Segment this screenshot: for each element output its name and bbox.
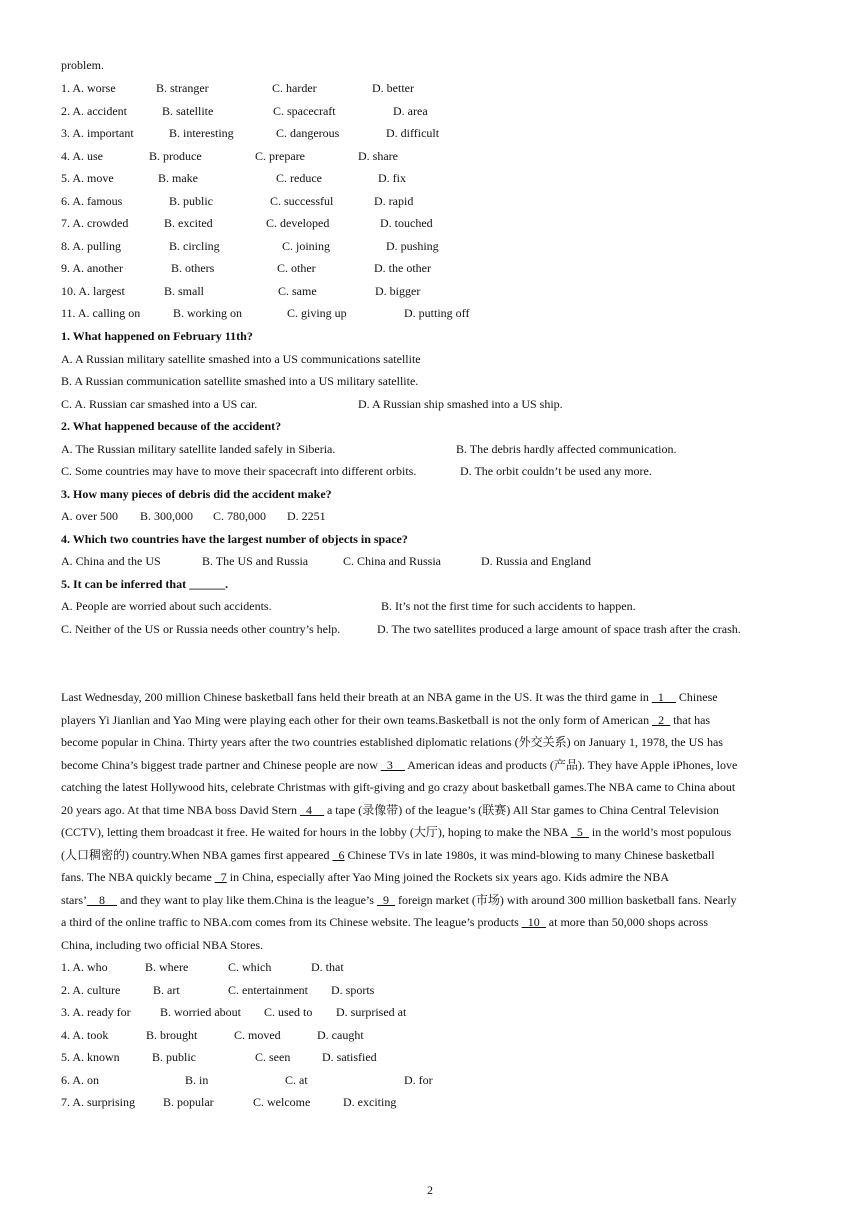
passage-text: in China, especially after Yao Ming joined the Rockets six years ago. Kids admire the NBA bbox=[226, 870, 669, 884]
option-a: 7. A. surprising bbox=[61, 1095, 136, 1109]
question-stem: 5. It can be inferred that ______. bbox=[61, 576, 229, 591]
cloze-blank: _10_ bbox=[521, 915, 546, 929]
option-a: 5. A. known bbox=[61, 1050, 120, 1064]
option-d: D. caught bbox=[317, 1027, 364, 1042]
option-b: D. The two satellites produced a large amount of space trash after the crash. bbox=[377, 621, 741, 636]
cloze-blank: _2_ bbox=[652, 712, 671, 727]
option-c: C. moved bbox=[234, 1027, 281, 1042]
option-c: C. dangerous bbox=[276, 126, 340, 140]
option-c: C. 780,000 bbox=[213, 509, 267, 523]
option-c: C. developed bbox=[266, 216, 330, 230]
passage-text: players Yi Jianlian and Yao Ming were playing each other for their own teams.Basketball is not the only form of American bbox=[61, 712, 653, 727]
passage-line bbox=[61, 803, 719, 817]
option-c: C. welcome bbox=[253, 1095, 311, 1109]
option-b: B. art bbox=[153, 982, 180, 997]
option-a: 2. A. accident bbox=[61, 103, 127, 118]
option-c: C. China and Russia bbox=[343, 554, 441, 568]
passage-text: (CCTV), letting them broadcast it free. He waited for hours in the lobby (大厅), hoping to make the NBA bbox=[61, 825, 571, 839]
option-d: D. share bbox=[358, 148, 398, 163]
passage-line bbox=[61, 893, 737, 907]
option-b: B. stranger bbox=[156, 81, 209, 95]
passage-text: (人口稠密的) country.When NBA games first appeared bbox=[61, 847, 333, 862]
cloze-blank: _3__ bbox=[380, 757, 405, 772]
option-c: C. successful bbox=[270, 193, 334, 208]
passage-text: Chinese TVs in late 1980s, it was mind-blowing to many Chinese basketball bbox=[344, 847, 715, 862]
option-b: D. The orbit couldn’t be used any more. bbox=[460, 464, 652, 478]
passage-text: China, including two official NBA Stores. bbox=[61, 937, 264, 952]
passage-line bbox=[61, 758, 737, 772]
option-c: C. used to bbox=[264, 1005, 313, 1019]
passage-text: become popular in China. Thirty years after the two countries established diplomatic relations (外交关系) on January 1, 1978, the US has bbox=[61, 735, 723, 749]
passage-text: fans. The NBA quickly became bbox=[61, 870, 215, 884]
option-b: B. in bbox=[185, 1072, 209, 1087]
option-c: C. prepare bbox=[255, 148, 305, 163]
option-c: C. seen bbox=[255, 1050, 291, 1064]
option-c: C. harder bbox=[272, 81, 317, 95]
option-a: 4. A. use bbox=[61, 148, 103, 163]
passage-line bbox=[61, 825, 731, 839]
passage-line bbox=[61, 848, 715, 862]
option-b: B. working on bbox=[173, 306, 242, 320]
option-a: A. People are worried about such accidents. bbox=[61, 599, 272, 613]
option-d: D. pushing bbox=[386, 238, 439, 253]
passage-text: at more than 50,000 shops across bbox=[545, 915, 709, 929]
option-a: 7. A. crowded bbox=[61, 216, 129, 230]
passage-text: 20 years ago. At that time NBA boss David Stern bbox=[61, 802, 300, 817]
option-a: A. The Russian military satellite landed safely in Siberia. bbox=[61, 441, 336, 456]
page-number: 2 bbox=[427, 1183, 433, 1197]
option-c: C. same bbox=[278, 283, 317, 298]
option-b: B. where bbox=[145, 960, 189, 974]
option-b: B. The debris hardly affected communication. bbox=[456, 441, 677, 456]
option-b: D. A Russian ship smashed into a US ship. bbox=[358, 396, 563, 411]
passage-text: that has bbox=[670, 712, 711, 727]
option-a: C. Neither of the US or Russia needs other country’s help. bbox=[61, 621, 341, 636]
option-a: 3. A. important bbox=[61, 126, 134, 140]
passage-text: a third of the online traffic to NBA.com comes from its Chinese website. The league’s products bbox=[61, 915, 522, 929]
option-a: A. over 500 bbox=[61, 509, 118, 523]
intro-tail: problem. bbox=[61, 58, 104, 72]
option-c: C. spacecraft bbox=[273, 103, 336, 118]
question-stem: 1. What happened on February 11th? bbox=[61, 329, 253, 343]
passage-text: become China’s biggest trade partner and Chinese people are now bbox=[61, 757, 381, 772]
option-b: B. popular bbox=[163, 1095, 214, 1109]
option-c: C. giving up bbox=[287, 306, 347, 320]
question-stem: 3. How many pieces of debris did the accident make? bbox=[61, 486, 332, 501]
passage-text: American ideas and products (产品). They have Apple iPhones, love bbox=[404, 757, 738, 772]
option-a: 6. A. on bbox=[61, 1072, 100, 1087]
passage-line bbox=[61, 915, 708, 929]
cloze-blank: __8__ bbox=[87, 892, 117, 907]
option-d: D. surprised at bbox=[336, 1005, 407, 1019]
option-c: C. which bbox=[228, 960, 272, 974]
option-b: B. produce bbox=[149, 148, 202, 163]
question-stem: 4. Which two countries have the largest number of objects in space? bbox=[61, 531, 408, 546]
option-d: D. rapid bbox=[374, 193, 414, 208]
passage-line bbox=[61, 690, 718, 704]
cloze-blank: _6 bbox=[332, 847, 345, 862]
option-b: B. public bbox=[152, 1050, 196, 1064]
option-a: 6. A. famous bbox=[61, 193, 123, 208]
option-c: C. at bbox=[285, 1072, 308, 1087]
option-a: 11. A. calling on bbox=[61, 306, 141, 320]
option-b: B. brought bbox=[146, 1027, 198, 1042]
passage-line bbox=[61, 735, 723, 749]
passage-line bbox=[61, 870, 669, 884]
option-a: 1. A. who bbox=[61, 960, 108, 974]
option-b: B. worried about bbox=[160, 1005, 241, 1019]
option-c: C. joining bbox=[282, 238, 331, 253]
option-d: D. putting off bbox=[404, 306, 470, 320]
option-b: B. make bbox=[158, 171, 198, 185]
option-d: D. that bbox=[311, 960, 344, 974]
passage-line bbox=[61, 938, 263, 952]
passage-text: Chinese bbox=[675, 690, 718, 704]
option-a: 1. A. worse bbox=[61, 81, 116, 95]
option-c: C. entertainment bbox=[228, 982, 308, 997]
cloze-blank: _5_ bbox=[570, 825, 589, 839]
option-d: D. for bbox=[404, 1072, 433, 1087]
option-d: D. difficult bbox=[386, 126, 440, 140]
option-b: B. 300,000 bbox=[140, 509, 194, 523]
option-a: 2. A. culture bbox=[61, 982, 121, 997]
option-a: 10. A. largest bbox=[61, 283, 125, 298]
passage-line bbox=[61, 780, 735, 794]
option-a: A. China and the US bbox=[61, 554, 161, 568]
option-d: D. sports bbox=[331, 982, 375, 997]
option-d: D. exciting bbox=[343, 1095, 397, 1109]
option-a: 8. A. pulling bbox=[61, 238, 122, 253]
option-b: B. others bbox=[171, 261, 215, 275]
passage-line bbox=[61, 713, 710, 727]
cloze-blank: _7 bbox=[214, 870, 227, 884]
option-a: 5. A. move bbox=[61, 171, 114, 185]
option-b: B. circling bbox=[169, 238, 220, 253]
option-d: D. Russia and England bbox=[481, 554, 591, 568]
option-b: B. satellite bbox=[162, 103, 214, 118]
passage-text: Last Wednesday, 200 million Chinese basketball fans held their breath at an NBA game in the US. It was the third game in bbox=[61, 690, 652, 704]
option-a: C. Some countries may have to move their spacecraft into different orbits. bbox=[61, 464, 417, 478]
passage-text: a tape (录像带) of the league’s (联赛) All Star games to China Central Television bbox=[323, 802, 719, 817]
option-d: D. better bbox=[372, 81, 414, 95]
option-a: C. A. Russian car smashed into a US car. bbox=[61, 396, 258, 411]
passage-text: in the world’s most populous bbox=[588, 825, 732, 839]
option-d: D. the other bbox=[374, 261, 431, 275]
option-d: D. satisfied bbox=[322, 1050, 377, 1064]
passage-text: and they want to play like them.China is the league’s bbox=[117, 892, 377, 907]
option-c: C. other bbox=[277, 261, 316, 275]
option-d: D. area bbox=[393, 103, 428, 118]
option-c: C. reduce bbox=[276, 171, 322, 185]
option-b: B. The US and Russia bbox=[202, 554, 309, 568]
passage-text: catching the latest Hollywood hits, celebrate Christmas with gift-giving and go crazy about basketball games.The NBA came to China about bbox=[61, 780, 736, 794]
passage-text: foreign market (市场) with around 300 million basketball fans. Nearly bbox=[394, 892, 737, 907]
passage-text: stars’ bbox=[61, 892, 87, 907]
question-stem: 2. What happened because of the accident? bbox=[61, 419, 282, 433]
cloze-blank: _9_ bbox=[376, 892, 395, 907]
option-a: 9. A. another bbox=[61, 261, 123, 275]
option-b: B. It’s not the first time for such accidents to happen. bbox=[381, 599, 636, 613]
option-b: B. small bbox=[164, 283, 205, 298]
option-d: D. 2251 bbox=[287, 509, 326, 523]
option-b: B. interesting bbox=[169, 126, 234, 140]
option-d: D. fix bbox=[378, 171, 406, 185]
option-d: D. bigger bbox=[375, 283, 421, 298]
option-a: A. A Russian military satellite smashed into a US communications satellite bbox=[61, 351, 421, 366]
cloze-blank: _4__ bbox=[299, 802, 324, 817]
option-b: B. excited bbox=[164, 216, 213, 230]
option-a: B. A Russian communication satellite smashed into a US military satellite. bbox=[61, 374, 419, 388]
option-a: 3. A. ready for bbox=[61, 1005, 131, 1019]
option-a: 4. A. took bbox=[61, 1027, 109, 1042]
option-d: D. touched bbox=[380, 216, 433, 230]
cloze-blank: _1__ bbox=[651, 690, 676, 704]
option-b: B. public bbox=[169, 193, 213, 208]
